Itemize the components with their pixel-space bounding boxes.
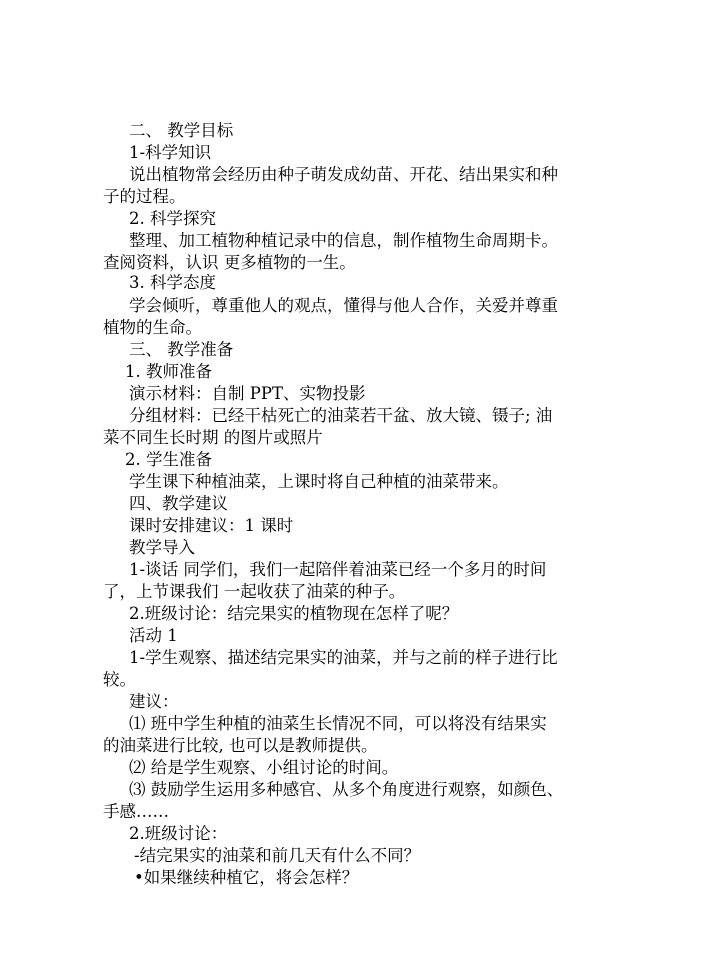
paragraph-line: 课时安排建议：1 课时 bbox=[129, 516, 294, 535]
subheading-class-discussion: 2.班级讨论： bbox=[129, 824, 228, 843]
paragraph-line: 2.班级讨论：结完果实的植物现在怎样了呢？ bbox=[129, 604, 459, 623]
paragraph-line: 1-学生观察、描述结完果实的油菜，并与之前的样子进行比 bbox=[129, 648, 558, 667]
paragraph-line: 菜不同生长时期 的图片或照片 bbox=[103, 428, 323, 447]
subheading-science-attitude: 3. 科学态度 bbox=[129, 273, 216, 292]
list-item-2: ⑵ 给是学生观察、小组讨论的时间。 bbox=[129, 758, 399, 777]
subheading-science-inquiry: 2. 科学探究 bbox=[129, 209, 216, 228]
paragraph-line: 整理、加工植物种植记录中的信息，制作植物生命周期卡。 bbox=[129, 231, 558, 250]
paragraph-line: 植物的生命。 bbox=[103, 318, 202, 337]
section-heading-preparation: 三、 教学准备 bbox=[129, 340, 234, 359]
subheading-teacher-preparation: 1. 教师准备 bbox=[125, 362, 212, 381]
paragraph-line: 1-谈话 同学们，我们一起陪伴着油菜已经一个多月的时间 bbox=[129, 560, 547, 579]
paragraph-line: 了，上节课我们 一起收获了油菜的种子。 bbox=[103, 582, 406, 601]
subheading-science-knowledge: 1-科学知识 bbox=[129, 143, 212, 162]
paragraph-line: 分组材料：已经干枯死亡的油菜若干盆、放大镜、镊子; 油 bbox=[129, 406, 553, 425]
section-heading-suggestions: 四、教学建议 bbox=[129, 494, 228, 513]
paragraph-line: 子的过程。 bbox=[103, 187, 186, 206]
subheading-activity-1: 活动 1 bbox=[129, 626, 178, 645]
subheading-student-preparation: 2. 学生准备 bbox=[125, 450, 212, 469]
paragraph-line: 手感…… bbox=[103, 802, 169, 821]
list-item-3: ⑶ 鼓励学生运用多种感官、从多个角度进行观察，如颜色、 bbox=[129, 780, 564, 799]
paragraph-line: 查阅资料，认识 更多植物的一生。 bbox=[103, 253, 356, 272]
paragraph-line: 说出植物常会经历由种子萌发成幼苗、开花、结出果实和种 bbox=[129, 165, 558, 184]
paragraph-line: 较。 bbox=[103, 670, 136, 689]
subheading-introduction: 教学导入 bbox=[129, 538, 195, 557]
paragraph-line: 演示材料：自制 PPT、实物投影 bbox=[129, 384, 366, 403]
paragraph-line: 学生课下种植油菜，上课时将自己种植的油菜带来。 bbox=[129, 472, 509, 491]
paragraph-line: 的油菜进行比较, 也可以是教师提供。 bbox=[103, 736, 378, 755]
subheading-advice: 建议： bbox=[129, 692, 179, 711]
bullet-item: -结完果实的油菜和前几天有什么不同？ bbox=[134, 846, 421, 865]
bullet-item: •如果继续种植它，将会怎样？ bbox=[134, 868, 359, 887]
section-heading-objectives: 二、 教学目标 bbox=[129, 121, 234, 140]
paragraph-line: 学会倾听，尊重他人的观点，懂得与他人合作，关爱并尊重 bbox=[129, 296, 558, 315]
list-item-1: ⑴ 班中学生种植的油菜生长情况不同，可以将没有结果实 bbox=[129, 714, 547, 733]
